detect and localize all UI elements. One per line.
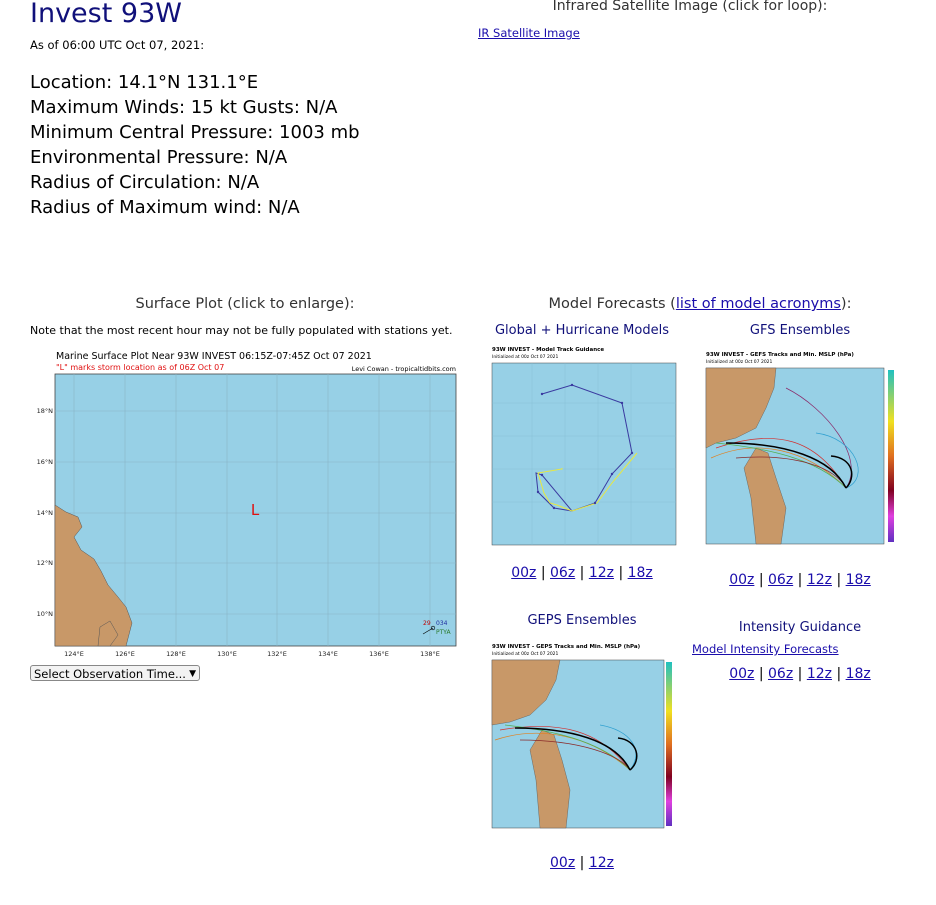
- run-link-12z[interactable]: 12z: [806, 666, 832, 682]
- run-link-18z[interactable]: 18z: [845, 572, 871, 588]
- intensity-forecasts-link[interactable]: Model Intensity Forecasts: [692, 642, 839, 656]
- satellite-heading: Infrared Satellite Image (click for loop):: [552, 0, 828, 14]
- lon-label: 138°E: [420, 650, 440, 658]
- gfs-plot-title: 93W INVEST - GEFS Tracks and Min. MSLP (hPa): [706, 352, 854, 358]
- run-link-12z[interactable]: 12z: [588, 855, 614, 871]
- lat-label: 14°N: [36, 509, 53, 517]
- intensity-guidance-title: Intensity Guidance: [738, 620, 862, 635]
- lon-label: 132°E: [267, 650, 287, 658]
- geps-ensembles-image[interactable]: [480, 640, 690, 834]
- run-link-00z[interactable]: 00z: [550, 855, 576, 871]
- geps-ensembles-title: GEPS Ensembles: [527, 613, 637, 628]
- model-heading-prefix: Model Forecasts (: [548, 296, 676, 312]
- env-pressure-text: Environmental Pressure: N/A: [30, 147, 288, 168]
- surface-note: Note that the most recent hour may not be fully populated with stations yet.: [30, 324, 453, 337]
- surface-plot-credit: Levi Cowan - tropicaltidbits.com: [351, 365, 456, 373]
- lon-label: 124°E: [64, 650, 84, 658]
- gfs-ensemble-runs: 00z | 06z | 12z | 18z: [729, 572, 871, 588]
- station-temp: 29: [423, 620, 431, 627]
- run-link-12z[interactable]: 12z: [806, 572, 832, 588]
- intensity-runs: 00z | 06z | 12z | 18z: [729, 666, 871, 682]
- lon-labels: [64, 650, 440, 658]
- chevron-down-icon: ▼: [189, 669, 196, 679]
- global-plot-title: 93W INVEST - Model Track Guidance: [492, 347, 605, 353]
- model-acronyms-link[interactable]: list of model acronyms: [675, 296, 841, 312]
- station-pressure: 034: [436, 620, 448, 627]
- global-models-track-image[interactable]: [482, 343, 682, 555]
- model-forecasts-heading: [470, 296, 930, 312]
- lon-label: 134°E: [318, 650, 338, 658]
- lat-label: 12°N: [36, 559, 53, 567]
- surface-plot-title: Marine Surface Plot Near 93W INVEST 06:15Z-07:45Z Oct 07 2021: [56, 351, 372, 362]
- global-ocean: [492, 363, 676, 545]
- geps-plot-title: 93W INVEST - GEPS Tracks and Min. MSLP (hPa): [492, 644, 641, 650]
- lat-label: 18°N: [36, 407, 53, 415]
- min-pressure-text: Minimum Central Pressure: 1003 mb: [30, 122, 360, 143]
- ir-satellite-link[interactable]: IR Satellite Image: [478, 26, 580, 40]
- storm-title: Invest 93W: [30, 0, 182, 29]
- run-link-06z[interactable]: 06z: [550, 565, 576, 581]
- global-plot-subtitle: Initialized at 00z Oct 07 2021: [492, 355, 559, 360]
- geps-plot-subtitle: Initialized at 00z Oct 07 2021: [492, 652, 559, 657]
- lon-label: 136°E: [369, 650, 389, 658]
- run-link-12z[interactable]: 12z: [588, 565, 614, 581]
- run-link-06z[interactable]: 06z: [768, 572, 794, 588]
- global-model-runs: 00z | 06z | 12z | 18z: [511, 565, 653, 581]
- lon-label: 130°E: [217, 650, 237, 658]
- geps-ensemble-runs: 00z | 12z: [550, 855, 614, 871]
- surface-plot-heading: Surface Plot (click to enlarge):: [135, 296, 355, 312]
- run-link-06z[interactable]: 06z: [768, 666, 794, 682]
- select-label: Select Observation Time...: [34, 667, 186, 681]
- radius-max-wind-text: Radius of Maximum wind: N/A: [30, 197, 300, 218]
- surface-plot-subtitle: "L" marks storm location as of 06Z Oct 07: [56, 363, 225, 372]
- storm-info: [30, 70, 360, 220]
- gfs-plot-subtitle: Initialized at 00z Oct 07 2021: [706, 360, 773, 365]
- radius-circulation-text: Radius of Circulation: N/A: [30, 172, 260, 193]
- lat-label: 16°N: [36, 458, 53, 466]
- run-link-18z[interactable]: 18z: [845, 666, 871, 682]
- max-winds-text: Maximum Winds: 15 kt Gusts: N/A: [30, 97, 338, 118]
- station-id: PTYA: [436, 629, 451, 636]
- gfs-pressure-colorbar: [888, 370, 894, 542]
- lat-label: 10°N: [36, 610, 53, 618]
- run-link-00z[interactable]: 00z: [729, 572, 755, 588]
- geps-pressure-colorbar: [666, 662, 672, 826]
- gfs-ensembles-title: GFS Ensembles: [749, 323, 851, 338]
- run-link-18z[interactable]: 18z: [627, 565, 653, 581]
- surface-plot-image[interactable]: [36, 345, 462, 658]
- storm-marker: L: [250, 501, 260, 519]
- gfs-ensembles-image[interactable]: [696, 348, 906, 550]
- lon-label: 126°E: [115, 650, 135, 658]
- location-text: Location: 14.1°N 131.1°E: [30, 72, 259, 93]
- lon-label: 128°E: [166, 650, 186, 658]
- observation-time-select[interactable]: [30, 665, 200, 681]
- run-link-00z[interactable]: 00z: [729, 666, 755, 682]
- global-models-title: Global + Hurricane Models: [494, 323, 669, 338]
- run-link-00z[interactable]: 00z: [511, 565, 537, 581]
- as-of-time: As of 06:00 UTC Oct 07, 2021:: [30, 38, 205, 52]
- model-heading-suffix: ):: [840, 296, 852, 312]
